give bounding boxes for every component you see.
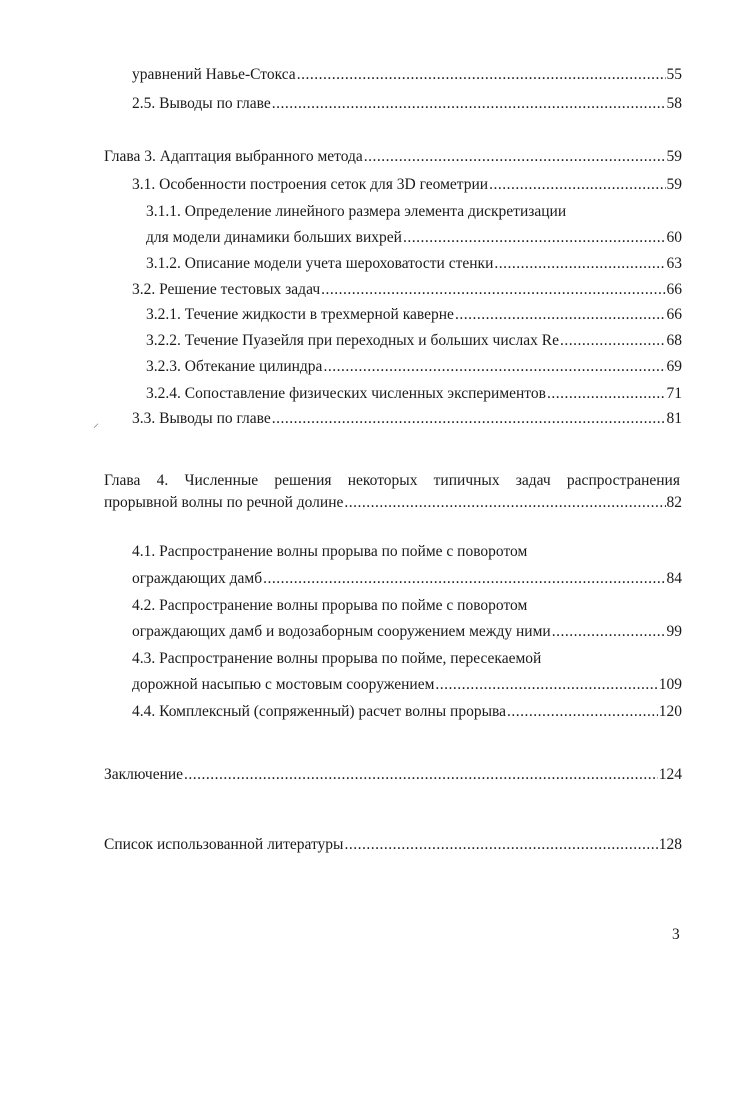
toc-entry-3-2-1 [146, 304, 682, 326]
toc-leader-dots [344, 834, 657, 856]
toc-entry-text: Глава 3. Адаптация выбранного метода [104, 148, 363, 165]
toc-page-number: 60 [666, 229, 682, 246]
toc-page-number: 59 [666, 176, 682, 193]
toc-entry-text: 3.2.2. Течение Пуазейля при переходных и больших числах Re [146, 332, 559, 349]
toc-leader-dots [547, 383, 666, 405]
toc-entry-text: уравнений Навье-Стокса [132, 66, 296, 83]
toc-entry-text: 3.2. Решение тестовых задач [132, 281, 321, 298]
toc-entry-3-1-1-line1: 3.1.1. Определение линейного размера элемента дискретизации [146, 203, 567, 220]
toc-entry-3-2-2 [146, 330, 682, 352]
toc-page-number: 69 [666, 358, 682, 375]
toc-leader-dots [272, 408, 666, 430]
toc-page-number: 63 [666, 255, 682, 272]
toc-leader-dots [272, 93, 666, 115]
toc-entry-3-2-4 [146, 383, 682, 405]
toc-leader-dots [552, 621, 666, 643]
toc-references [104, 834, 682, 856]
toc-leader-dots [489, 174, 665, 196]
toc-leader-dots [364, 146, 666, 168]
toc-conclusion [104, 764, 682, 786]
toc-page-number: 109 [658, 676, 682, 693]
toc-page-number: 99 [666, 623, 682, 640]
toc-chapter-4-line1: Глава 4. Численные решения некоторых типичных задач распространения [104, 472, 680, 489]
toc-entry-text: 3.2.3. Обтекание цилиндра [146, 358, 323, 375]
toc-entry-4-3-line2 [132, 674, 682, 696]
toc-leader-dots [321, 279, 665, 301]
toc-entry-text: дорожной насыпью с мостовым сооружением [132, 676, 435, 693]
toc-page-number: 59 [666, 148, 682, 165]
toc-entry-text: 4.4. Комплексный (сопряженный) расчет волны прорыва [132, 703, 507, 720]
toc-leader-dots [455, 304, 666, 326]
toc-leader-dots [297, 64, 666, 86]
toc-page-number: 128 [658, 836, 682, 853]
toc-entry-text: Список использованной литературы [104, 836, 344, 853]
toc-leader-dots [263, 568, 665, 590]
toc-entry-text: прорывной волны по речной долине [104, 494, 344, 511]
toc-page-number: 66 [666, 281, 682, 298]
toc-page-number: 55 [666, 66, 682, 83]
toc-entry-4-2-line1: 4.2. Распространение волны прорыва по пойме с поворотом [132, 597, 528, 614]
toc-entry-3-3 [132, 408, 682, 430]
page-number: 3 [672, 926, 680, 943]
toc-entry-2-4-cont [132, 64, 682, 86]
toc-entry-4-3-line1: 4.3. Распространение волны прорыва по пойме, пересекаемой [132, 650, 542, 667]
toc-entry-2-5 [132, 93, 682, 115]
toc-entry-4-4 [132, 701, 682, 723]
toc-chapter-3 [104, 146, 682, 168]
toc-entry-text: 3.3. Выводы по главе [132, 410, 271, 427]
toc-leader-dots [560, 330, 666, 352]
toc-entry-text: 3.2.4. Сопоставление физических численных экспериментов [146, 385, 546, 402]
toc-entry-4-1-line2 [132, 568, 682, 590]
toc-leader-dots [435, 674, 657, 696]
toc-page-number: 124 [658, 766, 682, 783]
toc-page-number: 82 [666, 494, 682, 511]
toc-page-number: 84 [666, 570, 682, 587]
toc-entry-3-1-1-line2 [146, 227, 682, 249]
scan-artifact-mark: ⸝ [93, 416, 100, 430]
toc-entry-text: Заключение [104, 766, 184, 783]
toc-leader-dots [184, 764, 658, 786]
toc-page-number: 81 [666, 410, 682, 427]
toc-entry-3-2-3 [146, 356, 682, 378]
toc-entry-4-2-line2 [132, 621, 682, 643]
toc-page-number: 71 [666, 385, 682, 402]
toc-page-number: 68 [666, 332, 682, 349]
toc-entry-text: 3.1. Особенности построения сеток для 3D геометрии [132, 176, 489, 193]
toc-entry-text: для модели динамики больших вихрей [146, 229, 402, 246]
toc-chapter-4-line2 [104, 492, 682, 514]
toc-entry-text: ограждающих дамб и водозаборным сооружением между ними [132, 623, 551, 640]
toc-entry-text: 3.1.2. Описание модели учета шероховатости стенки [146, 255, 494, 272]
toc-leader-dots [494, 253, 665, 275]
toc-entry-4-1-line1: 4.1. Распространение волны прорыва по пойме с поворотом [132, 543, 528, 560]
toc-leader-dots [507, 701, 658, 723]
toc-page-number: 66 [666, 306, 682, 323]
toc-entry-text: 3.2.1. Течение жидкости в трехмерной каверне [146, 306, 454, 323]
toc-page-number: 58 [666, 95, 682, 112]
toc-leader-dots [323, 356, 665, 378]
toc-leader-dots [344, 492, 665, 514]
toc-entry-3-2 [132, 279, 682, 301]
toc-entry-text: 2.5. Выводы по главе [132, 95, 271, 112]
toc-entry-text: ограждающих дамб [132, 570, 263, 587]
toc-entry-3-1-2 [146, 253, 682, 275]
toc-page-number: 120 [658, 703, 682, 720]
toc-leader-dots [403, 227, 666, 249]
toc-entry-3-1 [132, 174, 682, 196]
